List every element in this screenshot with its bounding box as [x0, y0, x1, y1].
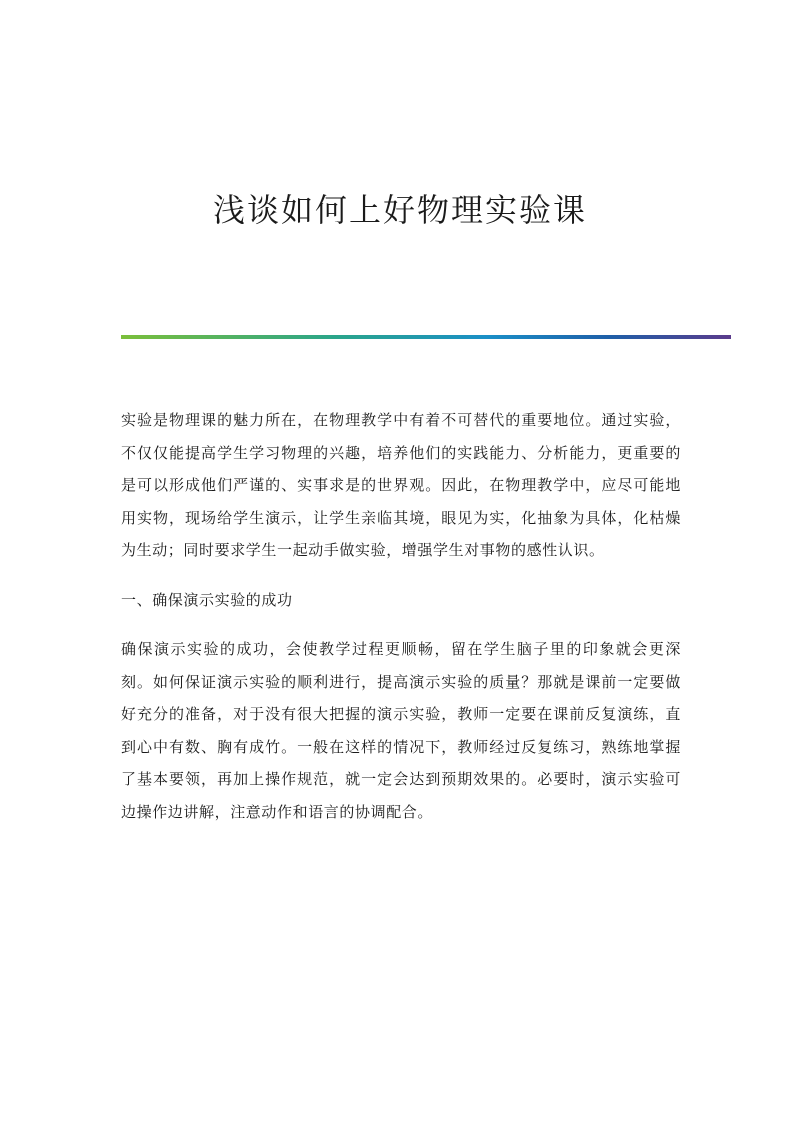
document-body: [121, 404, 681, 845]
section-paragraph: 确保演示实验的成功，会使教学过程更顺畅，留在学生脑子里的印象就会更深刻。如何保证演示实验的顺利进行，提高演示实验的质量？那就是课前一定要做好充分的准备，对于没有很大把握的演示实验，教师一定要在课前反复演练，直到心中有数、胸有成竹。一般在这样的情况下，教师经过反复练习，熟练地掌握了基本要领，再加上操作规范，就一定会达到预期效果的。必要时，演示实验可边操作边讲解，注意动作和语言的协调配合。: [121, 640, 681, 821]
document-title: 浅谈如何上好物理实验课: [212, 191, 587, 229]
intro-paragraph: 实验是物理课的魅力所在，在物理教学中有着不可替代的重要地位。通过实验，不仅仅能提高学生学习物理的兴趣，培养他们的实践能力、分析能力，更重要的是可以形成他们严谨的、实事求是的世界观。因此，在物理教学中，应尽可能地用实物，现场给学生演示，让学生亲临其境，眼见为实，化抽象为具体，化枯燥为生动；同时要求学生一起动手做实验，增强学生对事物的感性认识。: [121, 411, 681, 559]
gradient-divider: [121, 335, 731, 339]
section-heading: 一、确保演示实验的成功: [121, 590, 293, 609]
